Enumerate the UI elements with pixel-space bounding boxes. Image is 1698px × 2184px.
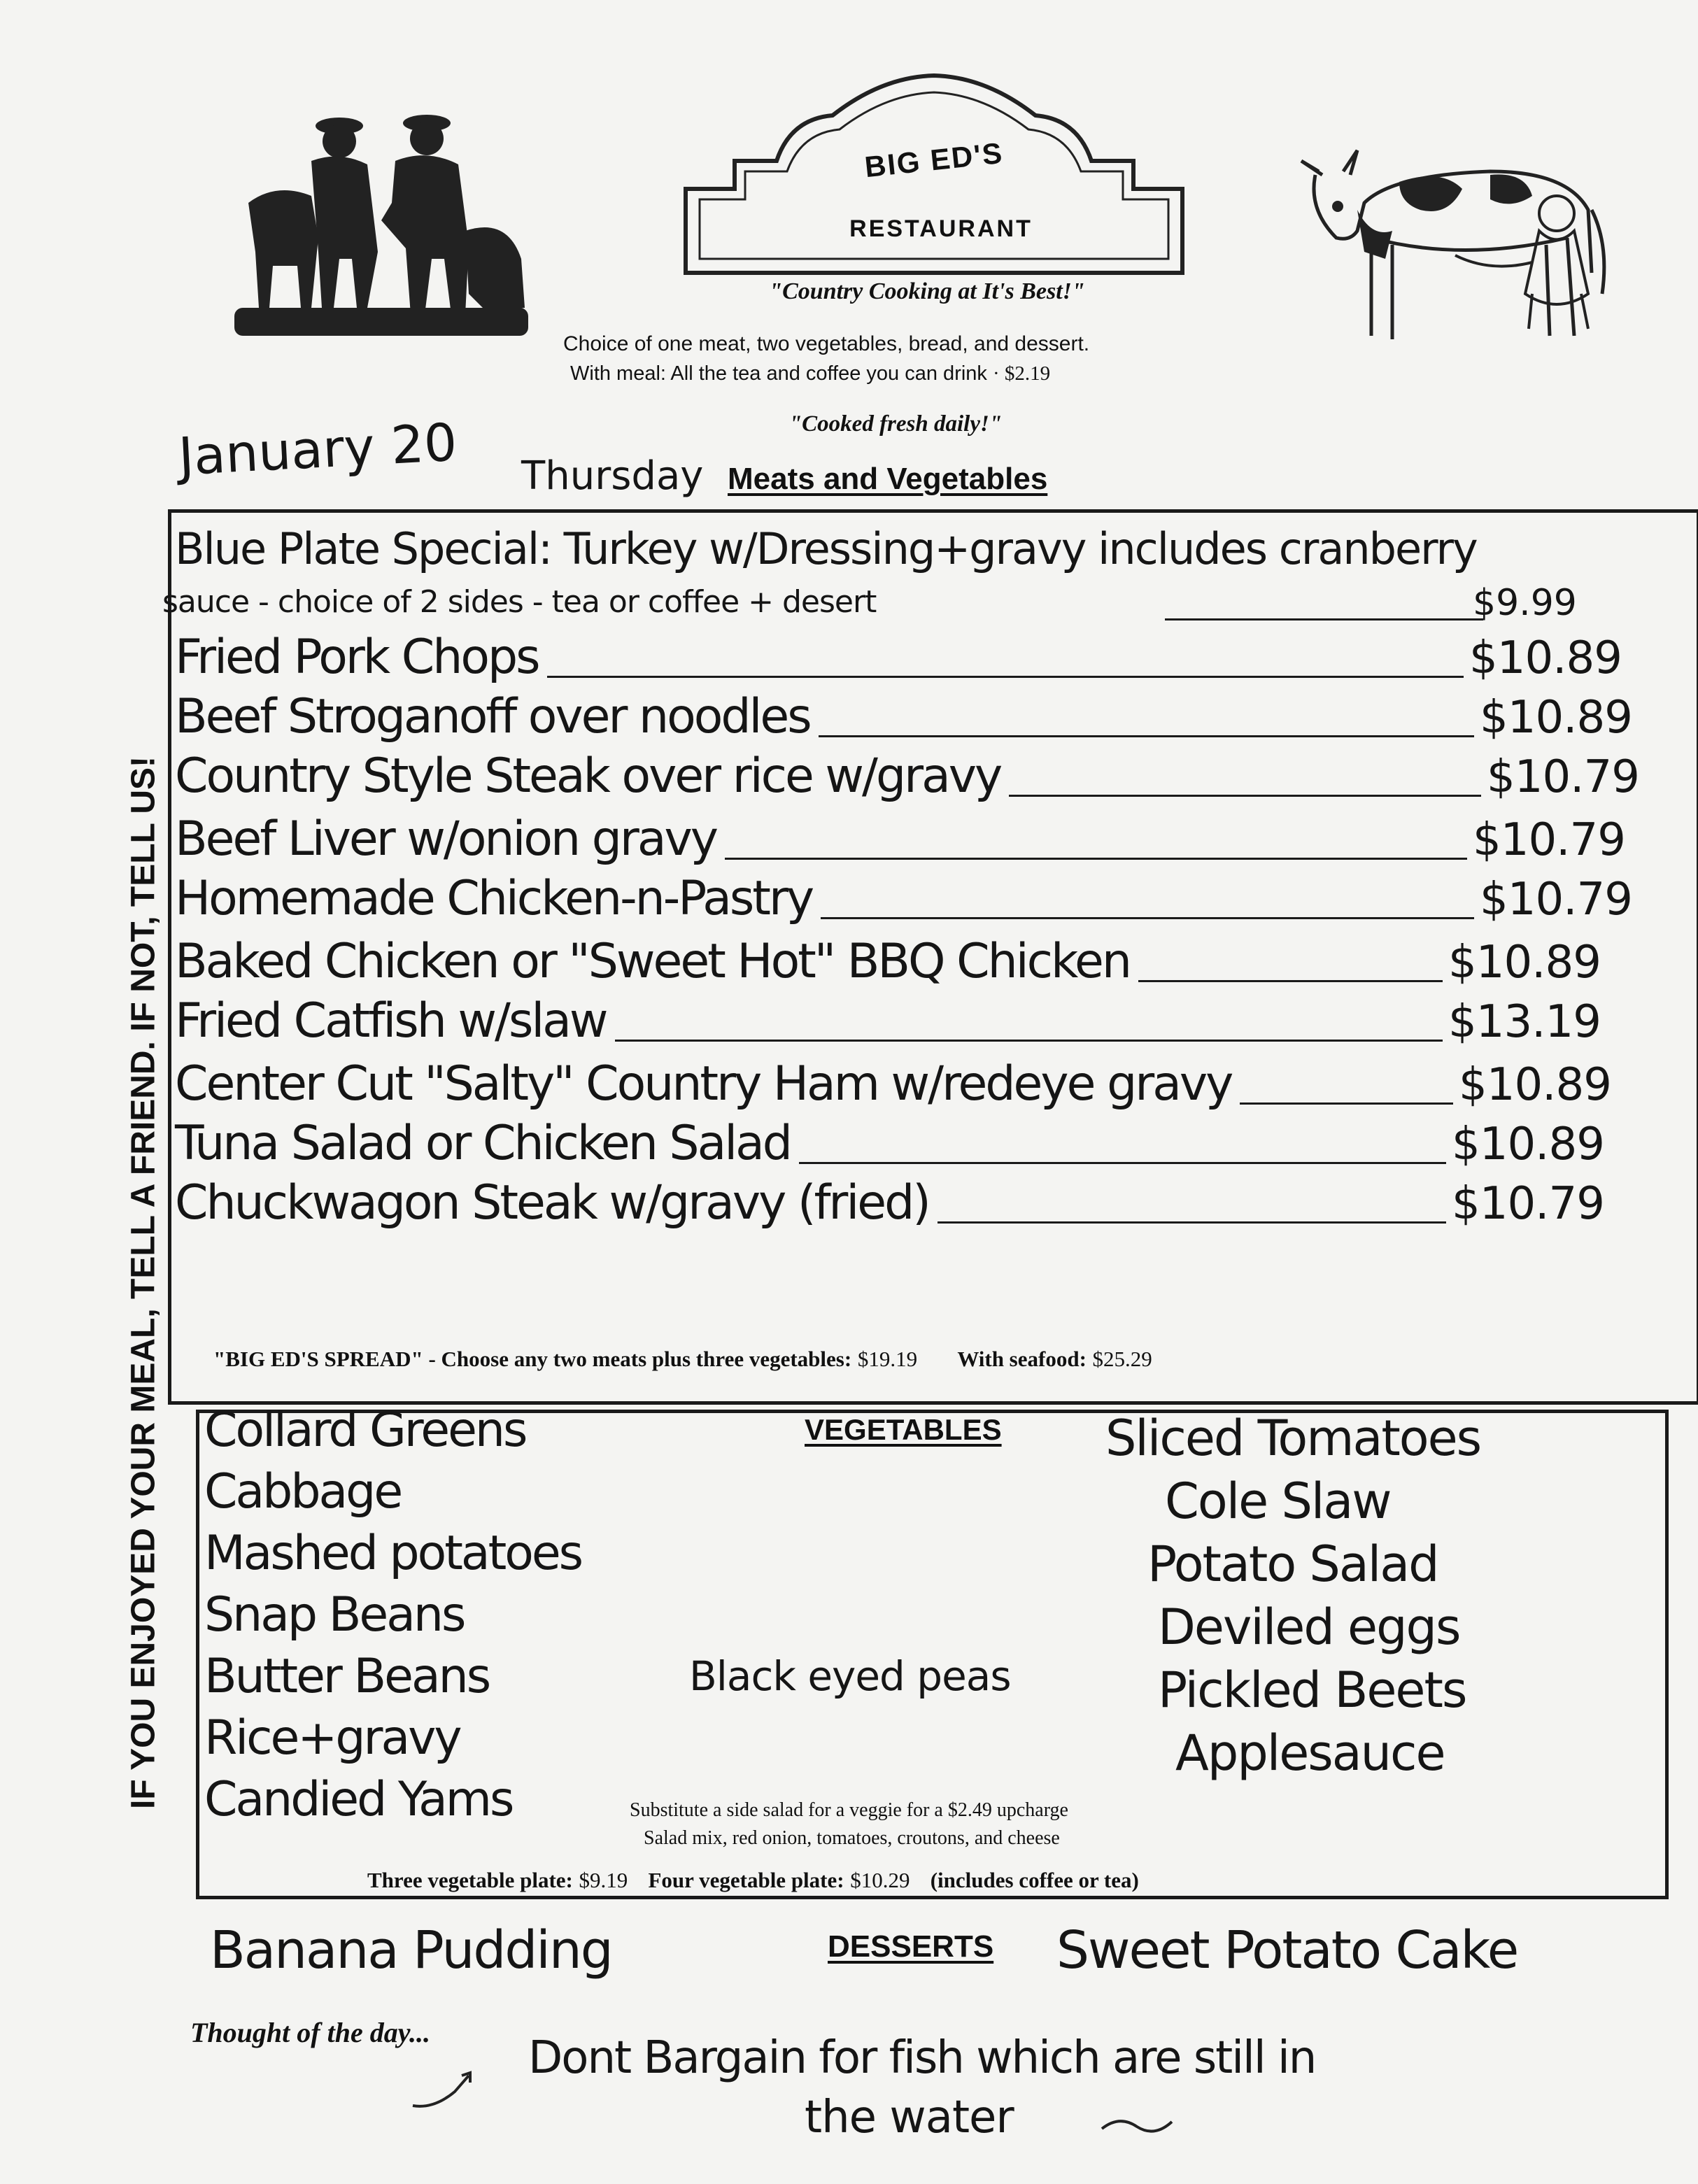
meat-item-price: $10.89 xyxy=(1469,632,1622,684)
veg-left-item: Snap Beans xyxy=(204,1587,465,1643)
veg-right-item: Deviled eggs xyxy=(1158,1598,1460,1656)
meat-item-name: Chuckwagon Steak w/gravy (fried) xyxy=(175,1175,929,1231)
meat-item-name: Beef Liver w/onion gravy xyxy=(175,811,717,867)
seafood-label: With seafood: xyxy=(957,1347,1087,1371)
veg-right-item: Pickled Beets xyxy=(1158,1661,1466,1719)
special-line-1: Blue Plate Special: Turkey w/Dressing+gravy includes cranberry xyxy=(175,523,1477,574)
offer-price: $2.19 xyxy=(1004,362,1051,385)
meat-item-name: Fried Pork Chops xyxy=(175,630,539,685)
price-leader-line xyxy=(819,735,1474,737)
meat-item-name: Tuna Salad or Chicken Salad xyxy=(175,1116,791,1171)
spread-label: "BIG ED'S SPREAD" - Choose any two meats plus three vegetables: xyxy=(213,1347,852,1371)
three-veg-price: $9.19 xyxy=(579,1868,628,1892)
cooked-fresh: "Cooked fresh daily!" xyxy=(788,411,1003,437)
meat-item-price: $10.79 xyxy=(1452,1178,1604,1230)
thought-line-1: Dont Bargain for fish which are still in xyxy=(528,2032,1316,2084)
thought-line-2: the water xyxy=(805,2092,1014,2143)
includes-note: (includes coffee or tea) xyxy=(930,1868,1139,1892)
price-leader-line xyxy=(615,1040,1443,1042)
meat-item-name: Homemade Chicken-n-Pastry xyxy=(175,871,813,926)
plate-prices xyxy=(367,1868,1139,1893)
meat-item-price: $10.79 xyxy=(1473,814,1625,866)
substitute-line-1: Substitute a side salad for a veggie for a $2.49 upcharge xyxy=(630,1799,1068,1821)
special-leader xyxy=(1165,618,1483,621)
veg-left-item: Rice+gravy xyxy=(204,1710,460,1766)
price-leader-line xyxy=(1138,980,1443,982)
meat-item-price: $10.79 xyxy=(1487,751,1639,803)
price-leader-line xyxy=(1009,795,1481,797)
offer-line-2: With meal: All the tea and coffee you can drink · $2.19 xyxy=(570,362,1051,385)
substitute-line-2: Salad mix, red onion, tomatoes, croutons, and cheese xyxy=(644,1827,1060,1849)
seafood-price: $25.29 xyxy=(1092,1347,1152,1371)
spread-line xyxy=(213,1347,1152,1372)
farmers-silhouette-icon xyxy=(234,98,535,350)
four-veg-price: $10.29 xyxy=(850,1868,910,1892)
veg-left-item: Mashed potatoes xyxy=(204,1526,582,1581)
price-leader-line xyxy=(799,1162,1446,1164)
handwritten-date: January 20 xyxy=(177,412,459,488)
meat-item-price: $10.89 xyxy=(1459,1059,1611,1111)
meat-item-price: $10.89 xyxy=(1480,692,1632,744)
slogan: "Country Cooking at It's Best!" xyxy=(769,278,1085,304)
meat-item-name: Center Cut "Salty" Country Ham w/redeye gravy xyxy=(175,1056,1232,1112)
meat-item-price: $10.79 xyxy=(1480,874,1632,926)
price-leader-line xyxy=(821,917,1474,919)
special-price: $9.99 xyxy=(1473,582,1577,624)
arrow-mark xyxy=(406,2067,490,2116)
handwritten-day: Thursday xyxy=(521,453,704,499)
meat-item-name: Baked Chicken or "Sweet Hot" BBQ Chicken xyxy=(175,934,1130,989)
meat-item-price: $10.89 xyxy=(1452,1119,1604,1170)
veg-left-item: Cabbage xyxy=(204,1464,402,1519)
meat-item-name: Fried Catfish w/slaw xyxy=(175,993,607,1049)
meat-item-name: Beef Stroganoff over noodles xyxy=(175,689,810,744)
meat-item-name: Country Style Steak over rice w/gravy xyxy=(175,749,1001,804)
veg-middle: Black eyed peas xyxy=(689,1652,1011,1700)
price-leader-line xyxy=(938,1221,1446,1224)
cow-milkmaid-icon xyxy=(1280,133,1630,357)
thought-label: Thought of the day... xyxy=(190,2017,430,2048)
veg-right-item: Cole Slaw xyxy=(1165,1473,1391,1530)
meat-item-price: $13.19 xyxy=(1448,996,1601,1048)
three-veg-label: Three vegetable plate: xyxy=(367,1868,573,1892)
veg-left-item: Candied Yams xyxy=(204,1772,513,1827)
vegetables-heading: VEGETABLES xyxy=(805,1413,1002,1446)
price-leader-line xyxy=(547,676,1464,678)
veg-right-item: Sliced Tomatoes xyxy=(1105,1410,1481,1467)
tilde-mark xyxy=(1098,2111,1175,2139)
meat-item-price: $10.89 xyxy=(1448,937,1601,988)
dessert-right: Sweet Potato Cake xyxy=(1056,1920,1518,1980)
four-veg-label: Four vegetable plate: xyxy=(648,1868,844,1892)
veg-left-item: Butter Beans xyxy=(204,1649,490,1704)
special-line-2: sauce - choice of 2 sides - tea or coffee + desert xyxy=(162,584,877,620)
offer-line-1: Choice of one meat, two vegetables, bread, and dessert. xyxy=(563,332,1090,355)
veg-left-item: Collard Greens xyxy=(204,1403,526,1458)
spread-price: $19.19 xyxy=(857,1347,918,1371)
veg-right-item: Applesauce xyxy=(1175,1724,1445,1782)
offer-text: With meal: All the tea and coffee you can drink xyxy=(570,362,987,385)
dessert-left: Banana Pudding xyxy=(210,1920,612,1980)
price-leader-line xyxy=(725,858,1467,860)
veg-right-item: Potato Salad xyxy=(1147,1536,1438,1593)
price-leader-line xyxy=(1240,1102,1453,1105)
restaurant-sub: RESTAURANT xyxy=(849,215,1033,242)
meats-heading: Meats and Vegetables xyxy=(728,462,1048,496)
restaurant-name: BIG ED'S xyxy=(863,136,1005,184)
desserts-heading: DESSERTS xyxy=(828,1929,994,1964)
side-slogan: IF YOU ENJOYED YOUR MEAL, TELL A FRIEND. IF NOT, TELL US! xyxy=(125,756,162,1810)
